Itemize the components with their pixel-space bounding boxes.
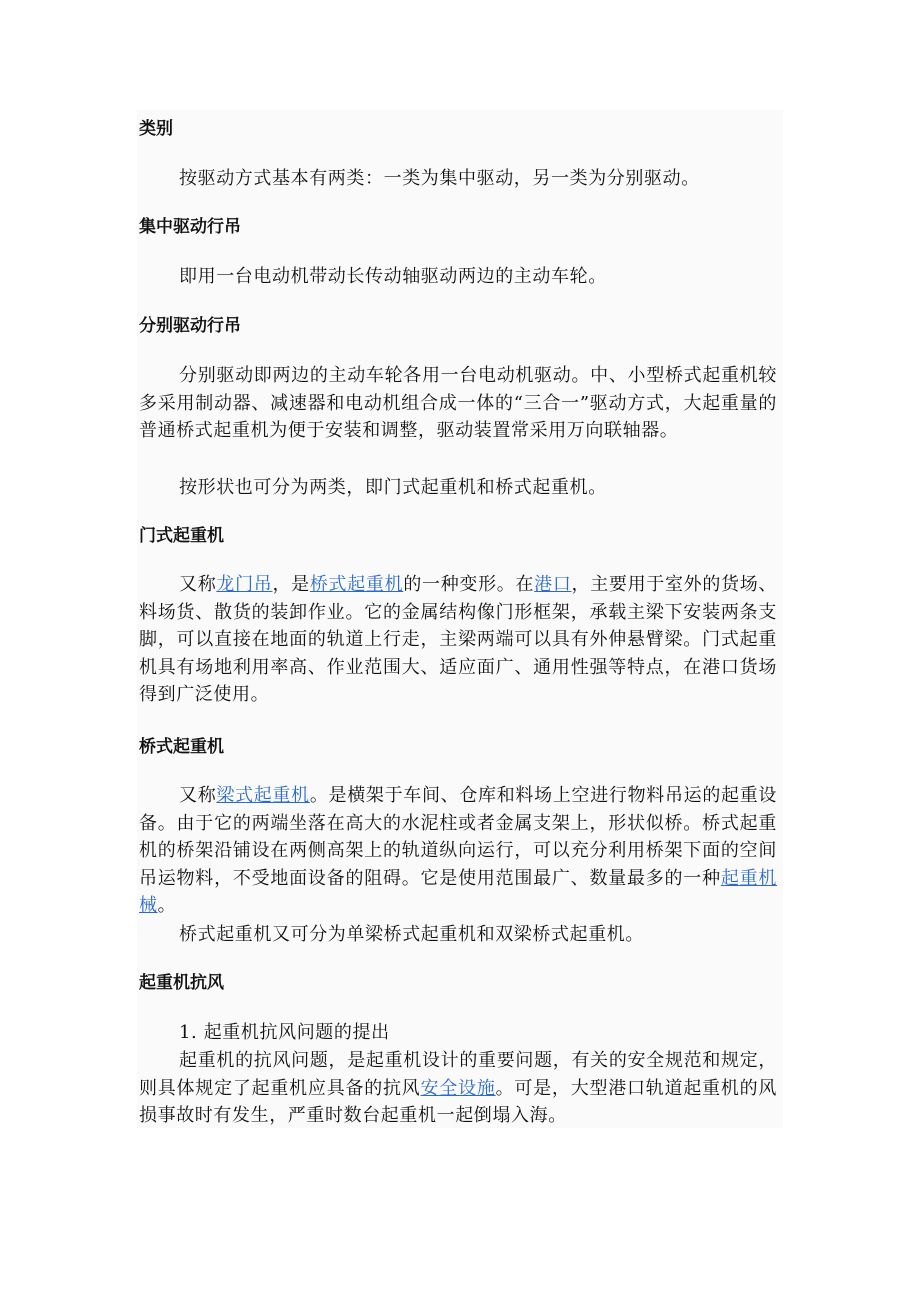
list-item-wind-problem: 1. 起重机抗风问题的提出	[179, 1022, 390, 1043]
paragraph-separate-drive: 分别驱动即两边的主动车轮各用一台电动机驱动。中、小型桥式起重机较多采用制动器、减速器和电动机组合成一体的“三合一”驱动方式，大起重量的普通桥式起重机为便于安装和调整，驱动装置常采用万向联轴器。	[139, 365, 777, 442]
text-run: 又称	[179, 785, 217, 806]
document-content	[137, 110, 783, 1128]
text-run: 又称	[179, 574, 217, 595]
text-run: ，是	[272, 574, 310, 595]
paragraph-wind-resistance	[139, 1047, 777, 1130]
text-run: 。	[157, 895, 177, 917]
section-heading-centralized-drive: 集中驱动行吊	[139, 217, 241, 237]
section-heading-wind-resistance: 起重机抗风	[139, 973, 224, 993]
link-beam-crane[interactable]: 梁式起重机	[216, 785, 310, 806]
paragraph-bridge-crane	[139, 782, 777, 920]
text-run: 。可是，大型港口轨道起重机的风损事故时有发生，严重时数台起重机一起倒塌入海。	[139, 1077, 777, 1127]
text-run: 的一种变形。在	[403, 574, 535, 595]
text-run: 。是横架于车间、仓库和料场上空进行物料吊运的起重设备。由于它的两端坐落在高大的水泥柱或者金属支架上，形状似桥。桥式起重机的桥架沿铺设在两侧高架上的轨道纵向运行，可以充分利用桥架下面的空间吊运物料，不受地面设备的阻碍。它是使用范围最广、数量最多的一种	[139, 785, 778, 889]
section-heading-separate-drive: 分别驱动行吊	[139, 316, 241, 336]
link-lifting-machinery[interactable]: 起重机械	[139, 867, 777, 917]
paragraph-bridge-crane-types: 桥式起重机又可分为单梁桥式起重机和双梁桥式起重机。	[179, 924, 644, 945]
paragraph-drive-types: 按驱动方式基本有两类：一类为集中驱动，另一类为分别驱动。	[179, 168, 700, 189]
link-port[interactable]: 港口	[534, 574, 572, 595]
section-heading-gantry-crane: 门式起重机	[139, 526, 224, 546]
link-bridge-crane[interactable]: 桥式起重机	[309, 574, 404, 595]
section-heading-category: 类别	[139, 119, 173, 139]
text-run: ，主要用于室外的货场、料场货、散货的装卸作业。它的金属结构像门形框架，承载主梁下安装两条支脚，可以直接在地面的轨道上行走，主梁两端可以具有外伸悬臂梁。门式起重机具有场地利用率高、作业范围大、适应面广、通用性强等特点，在港口货场得到广泛使用。	[139, 574, 778, 706]
section-heading-bridge-crane: 桥式起重机	[139, 737, 224, 757]
text-run: 起重机的抗风问题，是起重机设计的重要问题，有关的安全规范和规定，则具体规定了起重机应具备的抗风	[139, 1050, 777, 1099]
paragraph-shape-types: 按形状也可分为两类，即门式起重机和桥式起重机。	[179, 477, 607, 498]
paragraph-centralized-drive: 即用一台电动机带动长传动轴驱动两边的主动车轮。	[179, 266, 607, 287]
link-safety-facilities[interactable]: 安全设施	[420, 1077, 496, 1099]
link-gantry[interactable]: 龙门吊	[216, 574, 273, 595]
paragraph-gantry-crane	[139, 571, 777, 709]
